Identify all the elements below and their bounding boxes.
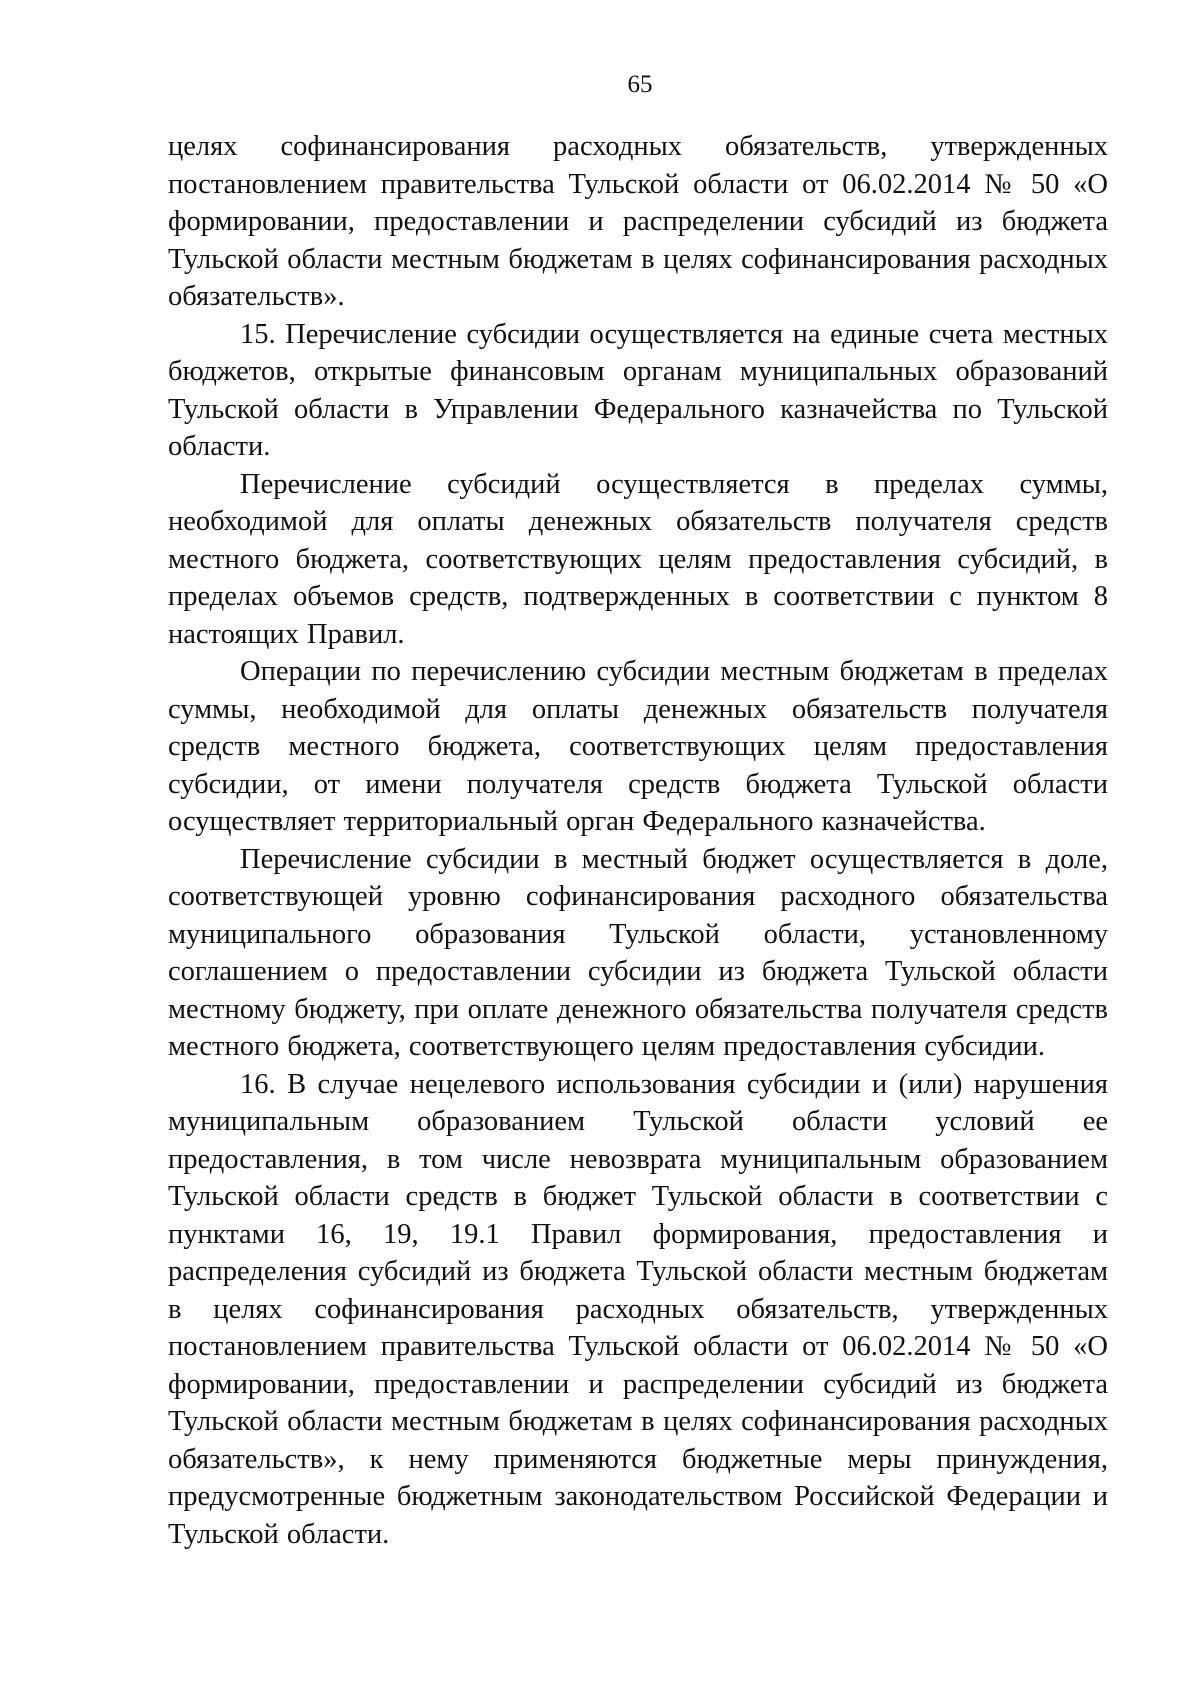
paragraph-continuation: целях софинансирования расходных обязательств, утвержденных постановлением правительства Тульской области от 06.02.2014 № 50 «О формировании, предоставлении и распределении субсидий из бюджета Тульской области местным бюджетам в целях софинансирования расходных обязательств». [168,131,1108,312]
page-number: 65 [627,71,653,98]
document-body [168,128,1108,1553]
paragraph-operations: Операции по перечислению субсидии местным бюджетам в пределах суммы, необходимой для оплаты денежных обязательств получателя средств местного бюджета, соответствующих целям предоставления субсидии, от имени получателя средств бюджета Тульской области осуществляет территориальный орган Федерального казначейства. [168,656,1108,837]
paragraph-cofinancing-share: Перечисление субсидии в местный бюджет осуществляется в доле, соответствующей уровню софинансирования расходного обязательства муниципального образования Тульской области, установленному соглашением о предоставлении субсидии из бюджета Тульской области местному бюджету, при оплате денежного обязательства получателя средств местного бюджета, соответствующего целям предоставления субсидии. [168,843,1108,1062]
paragraph-item-16: 16. В случае нецелевого использования субсидии и (или) нарушения муниципальным образованием Тульской области условий ее предоставления, в том числе невозврата муниципальным образованием Тульской области средств в бюджет Тульской области в соответствии с пунктами 16, 19, 19.1 Правил формирования, предоставления и распределения субсидий из бюджета Тульской области местным бюджетам в целях софинансирования расходных обязательств, утвержденных постановлением правительства Тульской области от 06.02.2014 № 50 «О формировании, предоставлении и распределении субсидий из бюджета Тульской области местным бюджетам в целях софинансирования расходных обязательств», к нему применяются бюджетные меры принуждения, предусмотренные бюджетным законодательством Российской Федерации и Тульской области. [168,1068,1108,1550]
paragraph-item-15: 15. Перечисление субсидии осуществляется на единые счета местных бюджетов, открытые финансовым органам муниципальных образований Тульской области в Управлении Федерального казначейства по Тульской области. [168,318,1108,462]
paragraph-transfer-limits: Перечисление субсидий осуществляется в пределах суммы, необходимой для оплаты денежных обязательств получателя средств местного бюджета, соответствующих целям предоставления субсидий, в пределах объемов средств, подтвержденных в соответствии с пунктом 8 настоящих Правил. [168,468,1108,650]
